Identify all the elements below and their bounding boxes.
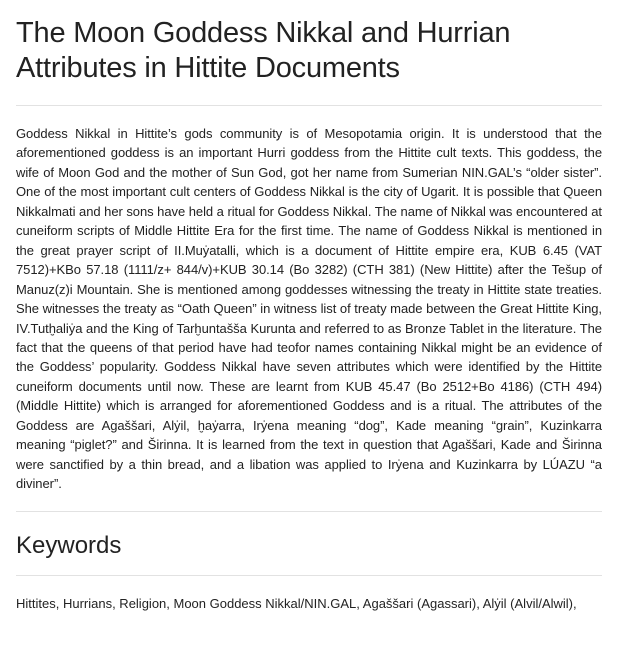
abstract-divider (16, 511, 602, 512)
keywords-divider (16, 575, 602, 576)
article-title: The Moon Goddess Nikkal and Hurrian Attributes in Hittite Documents (16, 17, 511, 84)
keywords-list: Hittites, Hurrians, Religion, Moon Goddess Nikkal/NIN.GAL, Agaššari (Agassari), Alẏil (Alvil/Alwil), (16, 595, 577, 611)
title-divider (16, 105, 602, 106)
keywords-heading: Keywords (16, 531, 122, 559)
article (16, 0, 602, 613)
abstract-text: Goddess Nikkal in Hittite’s gods community is of Mesopotamia origin. It is understood that the aforementioned goddess is an important Hurri goddess from the Hittite cult texts. This goddess, the wife of Moon God and the mother of Sun God, got her name from Sumerian NIN.GAL’s “older sister”. One of the most important cult centers of Goddess Nikkal is the city of Ugarit. It is possible that Queen Nikkalmati and her sons have held a ritual for Goddess Nikkal. The name of Nikkal was encountered at cuneiform scripts of Middle Hittite Era for the first time. The name of Goddess Nikkal is mentioned in the great prayer script of II.Muẏatalli, which is a document of Hittite empire era, KUB 6.45 (VAT 7512)+KBo 57.18 (1111/z+ 844/v)+KUB 30.14 (Bo 3282) (CTH 381) (New Hittite) after the Tešup of Manuz(z)i Mountain. She is mentioned among goddesses witnessing the treaty in Hittite state treaties. She witnesses the treaty as “Oath Queen” in witness list of treaty made between the Great Hittite King, IV.Tutḫaliẏa and the King of Tarḫuntašša Kurunta and referred to as Bronze Tablet in the literature. The fact that the queens of that period have had teofor names containing Nikkal might be an evidence of the Goddess’ popularity. Goddess Nikkal have seven attributes which were identified by the Hittite cuneiform documents until now. These are learnt from KUB 45.47 (Bo 2512+Bo 4186) (CTH 494) (Middle Hittite) which is arranged for aforementioned Goddess and is a ritual. The attributes of the Goddess are Agaššari, Alẏil, ḫaẏarra, Irẏena meaning “dog”, Kade meaning “grain”, Kuzinkarra meaning “piglet?” and Širinna. It is learned from the text in question that Agaššari, Kade and Širinna were sanctified by a thin bread, and a libation was applied to Irẏena and Kuzinkarra by LÚAZU “a diviner”. (16, 126, 602, 492)
